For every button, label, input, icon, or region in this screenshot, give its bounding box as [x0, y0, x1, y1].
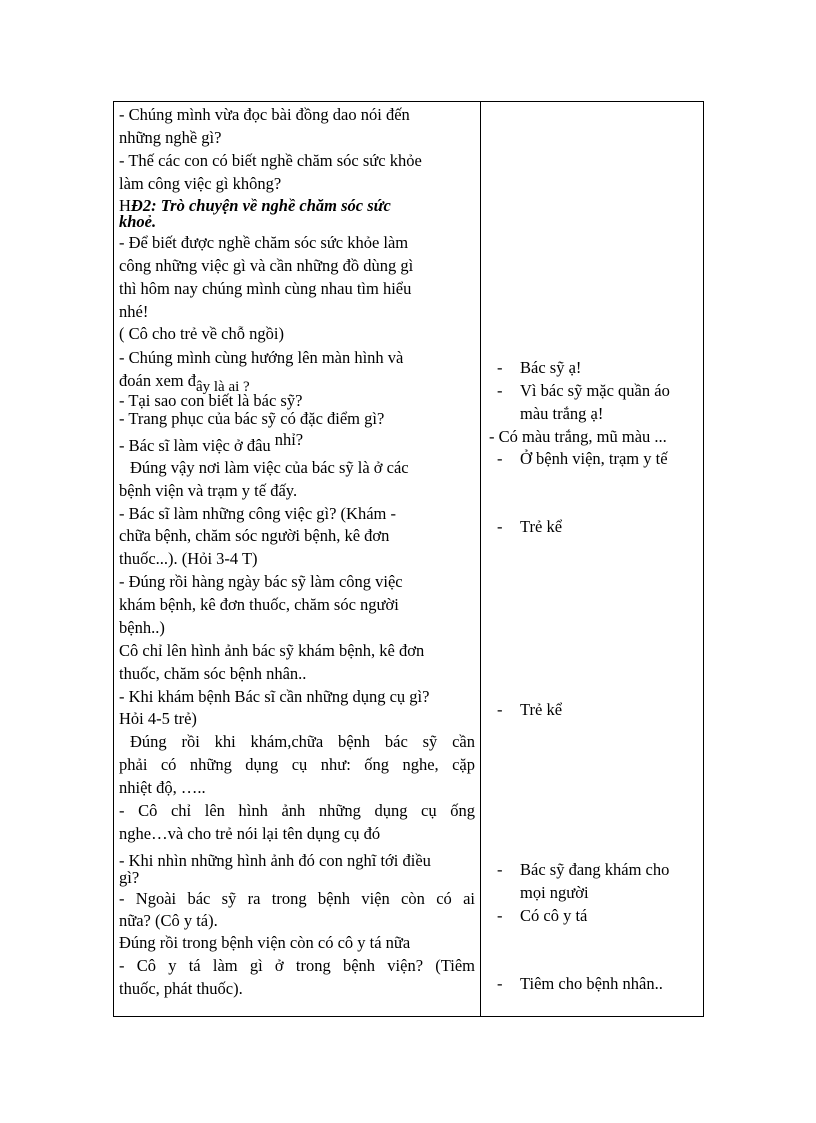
text-line: nữa? (Cô y tá).	[119, 911, 218, 930]
text-line: thuốc...). (Hỏi 3-4 T)	[119, 549, 258, 568]
response-line: Tiêm cho bệnh nhân..	[520, 974, 663, 993]
text-fragment: nhỉ?	[274, 430, 304, 449]
response-line: Bác sỹ ạ!	[520, 358, 582, 377]
activity-heading-prefix: H	[119, 196, 131, 215]
text-line: Hỏi 4-5 trẻ)	[119, 709, 197, 728]
text-line: - Đúng rồi hàng ngày bác sỹ làm công việc	[119, 572, 403, 591]
text-line	[119, 430, 304, 456]
column-divider	[480, 102, 481, 1016]
bullet-dash: -	[497, 381, 503, 400]
text-line: - Bác sĩ làm những công việc gì? (Khám -	[119, 504, 396, 523]
text-line: - Chúng mình cùng hướng lên màn hình và	[119, 348, 404, 367]
text-line: - Cô y tá làm gì ở trong bệnh viện? (Tiêm	[119, 956, 475, 975]
text-line: Đúng vậy nơi làm việc của bác sỹ là ở các	[130, 458, 409, 477]
text-line: nhiệt độ, …..	[119, 778, 206, 797]
bullet-dash: -	[497, 358, 503, 377]
text-line: Đúng rồi trong bệnh viện còn có cô y tá nữa	[119, 933, 411, 952]
response-line: mọi người	[520, 883, 589, 902]
lesson-table	[113, 101, 704, 1017]
text-line: thì hôm nay chúng mình cùng nhau tìm hiểu	[119, 279, 412, 298]
response-line: Vì bác sỹ mặc quần áo	[520, 381, 670, 400]
text-line: thuốc, chăm sóc bệnh nhân..	[119, 664, 307, 683]
text-line: bệnh..)	[119, 618, 165, 637]
text-line: - Khi nhìn những hình ảnh đó con nghĩ tới điều	[119, 851, 431, 870]
text-line: nhé!	[119, 302, 149, 321]
text-line: thuốc, phát thuốc).	[119, 979, 243, 998]
bullet-dash: -	[497, 860, 503, 879]
text-line: - Trang phục của bác sỹ có đặc điểm gì?	[119, 409, 385, 428]
text-line: Đúng rồi khi khám,chữa bệnh bác sỹ cần	[130, 732, 475, 751]
text-line: Cô chỉ lên hình ảnh bác sỹ khám bệnh, kê đơn	[119, 641, 425, 660]
text-fragment: đoán xem đ	[119, 371, 196, 390]
text-line: bệnh viện và trạm y tế đấy.	[119, 481, 298, 500]
response-line: Ở bệnh viện, trạm y tế	[520, 449, 668, 468]
text-line: - Thế các con có biết nghề chăm sóc sức khỏe	[119, 151, 422, 170]
text-line: những nghề gì?	[119, 128, 222, 147]
activity-heading	[119, 196, 391, 216]
text-line: - Chúng mình vừa đọc bài đồng dao nói đến	[119, 105, 410, 124]
text-line: gì?	[119, 868, 140, 887]
text-line: - Để biết được nghề chăm sóc sức khỏe làm	[119, 233, 409, 252]
text-line: - Cô chỉ lên hình ảnh những dụng cụ ống	[119, 801, 475, 820]
text-line: - Khi khám bệnh Bác sĩ cần những dụng cụ gì?	[119, 687, 430, 706]
response-line: Trẻ kể	[520, 517, 563, 536]
text-line: công những việc gì và cần những đồ dùng gì	[119, 256, 414, 275]
bullet-dash: -	[497, 700, 503, 719]
text-line: ( Cô cho trẻ về chỗ ngồi)	[119, 324, 284, 343]
text-fragment: ây là ai ?	[195, 379, 250, 395]
response-line: - Có màu trắng, mũ màu ...	[489, 427, 667, 446]
activity-heading-title: Đ2: Trò chuyện về nghề chăm sóc sức	[130, 196, 391, 215]
text-line: khám bệnh, kê đơn thuốc, chăm sóc người	[119, 595, 399, 614]
text-fragment: - Bác sĩ làm việc ở đâu	[119, 436, 271, 455]
bullet-dash: -	[497, 906, 503, 925]
text-line: chữa bệnh, chăm sóc người bệnh, kê đơn	[119, 526, 390, 545]
response-line: Có cô y tá	[520, 906, 588, 925]
response-line: màu trắng ạ!	[520, 404, 604, 423]
activity-heading-continued: khoẻ.	[119, 212, 157, 231]
bullet-dash: -	[497, 449, 503, 468]
text-line: phải có những dụng cụ như: ống nghe, cặp	[119, 755, 475, 774]
bullet-dash: -	[497, 517, 503, 536]
text-line: làm công việc gì không?	[119, 174, 282, 193]
text-line: - Ngoài bác sỹ ra trong bệnh viện còn có ai	[119, 889, 475, 908]
text-line	[119, 370, 250, 393]
response-line: Bác sỹ đang khám cho	[520, 860, 670, 879]
text-line: nghe…và cho trẻ nói lại tên dụng cụ đó	[119, 824, 381, 843]
bullet-dash: -	[497, 974, 503, 993]
response-line: Trẻ kể	[520, 700, 563, 719]
text-line: - Tại sao con biết là bác sỹ?	[119, 391, 303, 410]
